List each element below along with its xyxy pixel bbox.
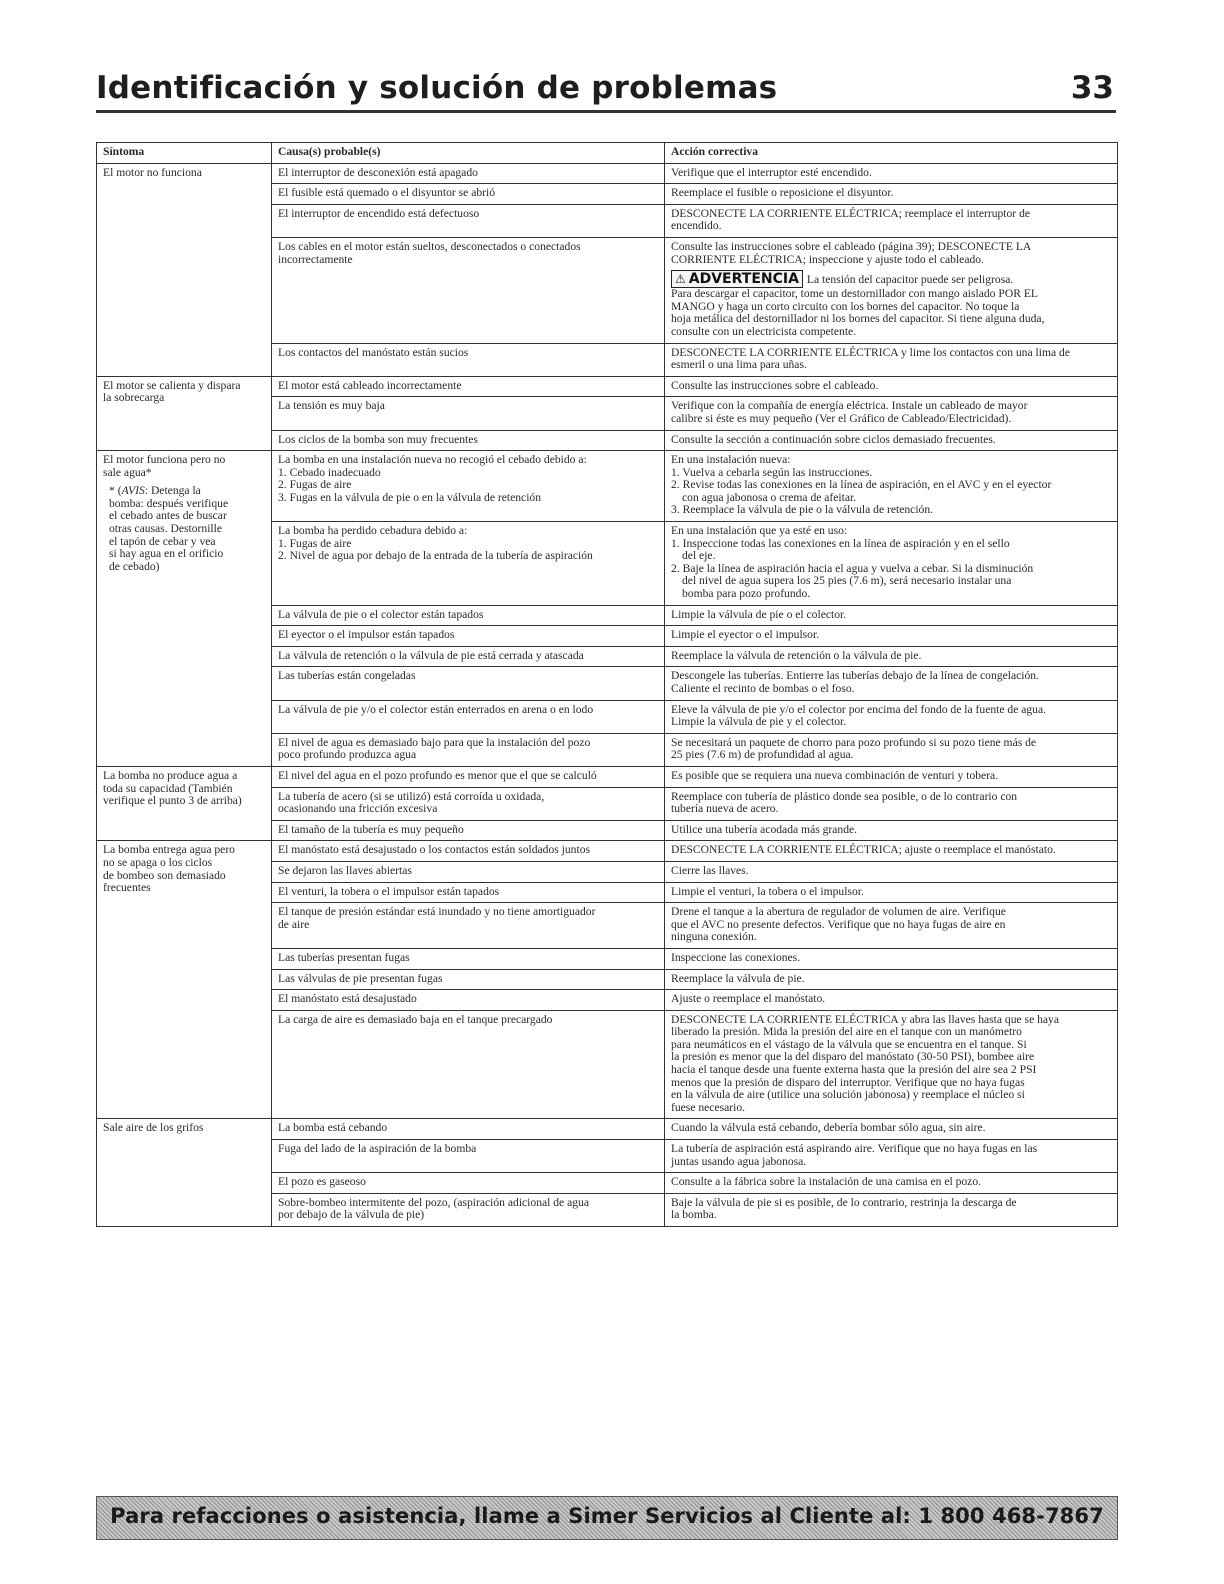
text-line: Verifique que el interruptor esté encendido.	[671, 165, 872, 179]
text-line: La bomba ha perdido cebadura debido a:	[278, 524, 468, 538]
symptom-cell	[97, 377, 272, 451]
troubleshooting-table	[96, 142, 1118, 1227]
text-line: El interruptor de desconexión está apagado	[278, 165, 478, 179]
column-header-action: Acción correctiva	[665, 143, 1117, 164]
text-line: hacia el tanque desde una fuente externa hasta que la presión del aire sea 2 PSI	[671, 1063, 1037, 1077]
text-line: 1. Fugas de aire	[278, 536, 352, 550]
text-line: El eyector o el impulsor están tapados	[278, 628, 455, 642]
text-line: Cuando la válvula está cebando, debería bombar sólo agua, sin aire.	[671, 1121, 986, 1135]
text-line: El nivel del agua en el pozo profundo es menor que el que se calculó	[278, 768, 597, 782]
action-cell	[665, 788, 1117, 821]
action-cell	[665, 990, 1117, 1011]
action-cell	[665, 701, 1117, 734]
text-line: Utilice una tubería acodada más grande.	[671, 822, 858, 836]
text-line: ninguna conexión.	[671, 930, 757, 944]
cause-cell	[272, 883, 665, 904]
text-line: La bomba está cebando	[278, 1121, 388, 1135]
text-line: frecuentes	[103, 881, 151, 895]
text-line: La tensión es muy baja	[278, 399, 385, 413]
note-line: de cebado)	[109, 559, 160, 573]
action-cell	[665, 184, 1117, 205]
table-row	[97, 1119, 1117, 1140]
text-line: Los cables en el motor están sueltos, desconectados o conectados	[278, 239, 581, 253]
cause-cell	[272, 184, 665, 205]
note-line: otras causas. Destornille	[109, 522, 223, 536]
cause-cell	[272, 377, 665, 398]
text-line: sale agua*	[103, 465, 152, 479]
note-prefix: * (	[109, 484, 122, 498]
text-line: 3. Fugas en la válvula de pie o en la válvula de retención	[278, 490, 542, 504]
action-cell	[665, 626, 1117, 647]
action-cell	[665, 1173, 1117, 1194]
text-line: en la válvula de aire (utilice una solución jabonosa) y reemplace el núcleo si	[671, 1088, 1025, 1102]
text-line: 2. Revise todas las conexiones en la línea de aspiración, en el AVC y en el eyector	[671, 478, 1052, 492]
text-line: DESCONECTE LA CORRIENTE ELÉCTRICA; reemplace el interruptor de	[671, 206, 1031, 220]
text-line: Eleve la válvula de pie y/o el colector por encima del fondo de la fuente de agua.	[671, 702, 1047, 716]
text-line: El manóstato está desajustado	[278, 992, 417, 1006]
table-row	[97, 451, 1117, 522]
action-cell	[665, 451, 1117, 522]
symptom-cell	[97, 841, 272, 1119]
cause-cell	[272, 647, 665, 668]
page-number: 33	[1070, 70, 1114, 106]
cause-cell	[272, 205, 665, 238]
text-line: 3. Reemplace la válvula de pie o la válvula de retención.	[671, 503, 934, 517]
cause-cell	[272, 903, 665, 949]
text-line: consulte con un electricista competente.	[671, 324, 857, 338]
text-line: que el AVC no presente defectos. Verifique que no haya fugas de aire en	[671, 917, 1006, 931]
action-cell	[665, 522, 1117, 606]
note-line: si hay agua en el orificio	[109, 547, 224, 561]
text-line: El fusible está quemado o el disyuntor se abrió	[278, 186, 496, 200]
cause-cell	[272, 701, 665, 734]
text-line: 1. Inspeccione todas las conexiones en la línea de aspiración y en el sello	[671, 536, 1010, 550]
text-line: El venturi, la tobera o el impulsor están tapados	[278, 884, 500, 898]
text-line: hoja metálica del destornillador ni los bornes del capacitor. Si tiene alguna duda,	[671, 312, 1045, 326]
text-line: por debajo de la válvula de pie)	[278, 1208, 425, 1222]
text-line: En una instalación que ya esté en uso:	[671, 524, 848, 538]
action-cell	[665, 862, 1117, 883]
text-line: 1. Cebado inadecuado	[278, 465, 381, 479]
text-line: La bomba entrega agua pero	[103, 843, 235, 857]
text-line: verifique el punto 3 de arriba)	[103, 794, 242, 808]
text-line: El motor funciona pero no	[103, 453, 226, 467]
symptom-cell	[97, 451, 272, 767]
text-line: Limpie el eyector o el impulsor.	[671, 628, 820, 642]
action-cell	[665, 431, 1117, 452]
cause-cell	[272, 238, 665, 344]
text-line: El tamaño de la tubería es muy pequeño	[278, 822, 464, 836]
text-line: MANGO y haga un corto circuito con los bornes del capacitor. No toque la	[671, 299, 1020, 313]
action-cell	[665, 949, 1117, 970]
text-line: La bomba en una instalación nueva no recogió el cebado debido a:	[278, 453, 587, 467]
text-line: Ajuste o reemplace el manóstato.	[671, 992, 826, 1006]
warning-icon: ⚠	[675, 272, 686, 287]
action-cell	[665, 344, 1117, 377]
table-body	[97, 164, 1117, 1226]
cause-cell	[272, 970, 665, 991]
text-line: La carga de aire es demasiado baja en el tanque precargado	[278, 1012, 553, 1026]
action-cell	[665, 377, 1117, 398]
action-cell	[665, 1119, 1117, 1140]
action-cell	[665, 903, 1117, 949]
text-line: La válvula de retención o la válvula de pie está cerrada y atascada	[278, 648, 584, 662]
text-line: Se dejaron las llaves abiertas	[278, 863, 412, 877]
cause-cell	[272, 734, 665, 767]
text-line: 1. Vuelva a cebarla según las instrucciones.	[671, 465, 873, 479]
text-line: Consulte a la fábrica sobre la instalación de una camisa en el pozo.	[671, 1175, 982, 1189]
action-cell	[665, 667, 1117, 700]
text-line: Las tuberías están congeladas	[278, 669, 416, 683]
action-cell	[665, 883, 1117, 904]
action-cell	[665, 734, 1117, 767]
cause-cell	[272, 1173, 665, 1194]
text-line: Limpie la válvula de pie o el colector.	[671, 607, 847, 621]
cause-cell	[272, 841, 665, 862]
text-line: Las tuberías presentan fugas	[278, 950, 410, 964]
text-line: encendido.	[671, 219, 722, 233]
text-line: del nivel de agua supera los 25 pies (7.6 m), será necesario instalar una	[682, 574, 1012, 588]
text-line: El interruptor de encendido está defectuoso	[278, 206, 480, 220]
action-cell	[665, 164, 1117, 185]
text-line: no se apaga o los ciclos	[103, 855, 213, 869]
text-line: la sobrecarga	[103, 391, 165, 405]
text-line: Reemplace con tubería de plástico donde sea posible, o de lo contrario con	[671, 789, 1018, 803]
text-line: El motor está cableado incorrectamente	[278, 378, 462, 392]
text-line: DESCONECTE LA CORRIENTE ELÉCTRICA y abra las llaves hasta que se haya	[671, 1012, 1059, 1026]
cause-cell	[272, 1119, 665, 1140]
table-row	[97, 164, 1117, 185]
table-row	[97, 841, 1117, 862]
action-cell	[665, 1140, 1117, 1173]
warning-label: ADVERTENCIA	[688, 271, 799, 288]
text-line: Las válvulas de pie presentan fugas	[278, 971, 443, 985]
text-line: Para descargar el capacitor, tome un destornillador con mango aislado POR EL	[671, 287, 1038, 301]
cause-cell	[272, 1194, 665, 1226]
action-cell	[665, 238, 1117, 344]
text-line: Cierre las llaves.	[671, 863, 749, 877]
footer-banner	[96, 1496, 1118, 1540]
text-line: de aire	[278, 917, 310, 931]
action-cell	[665, 767, 1117, 788]
symptom-note: * (AVIS: Detenga la bomba: después verifique el cebado antes de buscar otras causas. Destornille el tapón de cebar y vea si hay agua en el orificio de cebado)	[109, 484, 229, 573]
column-header-symptom: Síntoma	[97, 143, 272, 164]
text-line: La tubería de aspiración está aspirando aire. Verifique que no haya fugas en las	[671, 1142, 1038, 1156]
text-line: 2. Fugas de aire	[278, 478, 352, 492]
cause-cell	[272, 431, 665, 452]
text-line: la bomba.	[671, 1208, 717, 1222]
text-line: La válvula de pie o el colector están tapados	[278, 607, 484, 621]
text-line: Los contactos del manóstato están sucios	[278, 345, 469, 359]
text-line: Se necesitará un paquete de chorro para pozo profundo si su pozo tiene más de	[671, 735, 1037, 749]
symptom-cell	[97, 767, 272, 841]
cause-cell	[272, 626, 665, 647]
cause-cell	[272, 821, 665, 842]
text-line: esmeril o una lima para uñas.	[671, 358, 807, 372]
text-line: DESCONECTE LA CORRIENTE ELÉCTRICA; ajuste o reemplace el manóstato.	[671, 843, 1056, 857]
note-line: el cebado antes de buscar	[109, 509, 227, 523]
text-line: La válvula de pie y/o el colector están enterrados en arena o en lodo	[278, 702, 594, 716]
cause-cell	[272, 451, 665, 522]
note-line: Detenga la	[150, 484, 201, 498]
text-line: Inspeccione las conexiones.	[671, 950, 801, 964]
text-line: Consulte las instrucciones sobre el cableado (página 39); DESCONECTE LA	[671, 239, 1032, 253]
symptom-cell	[97, 1119, 272, 1226]
text-line: Verifique con la compañía de energía eléctrica. Instale un cableado de mayor	[671, 399, 1028, 413]
text-line: juntas usando agua jabonosa.	[671, 1154, 807, 1168]
text-line: menos que la presión de disparo del interruptor. Verifique que no haya fugas	[671, 1075, 1025, 1089]
text-line: 25 pies (7.6 m) de profundidad al agua.	[671, 748, 854, 762]
cause-cell	[272, 1140, 665, 1173]
table-header-row	[97, 143, 1117, 164]
note-line: el tapón de cebar y vea	[109, 534, 216, 548]
action-cell	[665, 647, 1117, 668]
text-line: Consulte las instrucciones sobre el cableado.	[671, 378, 879, 392]
text-line: El tanque de presión estándar está inundado y no tiene amortiguador	[278, 905, 596, 919]
action-cell	[665, 397, 1117, 430]
note-line: bomba: después verifique	[109, 496, 229, 510]
text-line: poco profundo produzca agua	[278, 748, 417, 762]
text-line: Caliente el recinto de bombas o el foso.	[671, 682, 855, 695]
cause-cell	[272, 164, 665, 185]
cause-cell	[272, 606, 665, 627]
text-line: Consulte la sección a continuación sobre ciclos demasiado frecuentes.	[671, 432, 996, 446]
note-italic: AVIS	[121, 484, 145, 498]
text-line: Limpie el venturi, la tobera o el impulsor.	[671, 884, 864, 898]
text-line: Limpie la válvula de pie y el colector.	[671, 715, 847, 729]
text-line: liberado la presión. Mida la presión del aire en el tanque con un manómetro	[671, 1025, 1022, 1039]
action-cell	[665, 205, 1117, 238]
text-line: El manóstato está desajustado o los contactos están soldados juntos	[278, 843, 591, 857]
cause-cell	[272, 862, 665, 883]
action-cell	[665, 970, 1117, 991]
cause-cell	[272, 344, 665, 377]
text-line: toda su capacidad (También	[103, 781, 233, 795]
warning-block	[671, 270, 1112, 288]
text-line: El motor no funciona	[103, 165, 202, 179]
symptom-cell	[97, 164, 272, 377]
cause-cell	[272, 990, 665, 1011]
text-line: 2. Baje la línea de aspiración hacia el agua y vuelva a cebar. Si la disminución	[671, 561, 1034, 575]
text-line: El motor se calienta y dispara	[103, 378, 241, 392]
action-cell	[665, 841, 1117, 862]
cause-cell	[272, 1011, 665, 1120]
action-cell	[665, 606, 1117, 627]
table-row	[97, 377, 1117, 398]
text-line: DESCONECTE LA CORRIENTE ELÉCTRICA y lime los contactos con una lima de	[671, 345, 1070, 359]
text-line: Drene el tanque a la abertura de regulador de volumen de aire. Verifique	[671, 905, 1006, 919]
footer-text: Para refacciones o asistencia, llame a Simer Servicios al Cliente al: 1 800 468-7867	[110, 1504, 1104, 1528]
action-cell	[665, 1011, 1117, 1120]
text-line: incorrectamente	[278, 252, 353, 266]
text-line: de bombeo son demasiado	[103, 868, 226, 882]
text-line: ocasionando una fricción excesiva	[278, 802, 438, 816]
text-line: Descongele las tuberías. Entierre las tuberías debajo de la línea de congelación.	[671, 669, 1039, 683]
text-line: la presión es menor que la del disparo del manóstato (30-50 PSI), bombee aire	[671, 1050, 1035, 1064]
text-line: con agua jabonosa o crema de afeitar.	[682, 490, 857, 504]
cause-cell	[272, 949, 665, 970]
text-line: calibre si éste es muy pequeño (Ver el Gráfico de Cableado/Electricidad).	[671, 411, 1012, 425]
cause-cell	[272, 788, 665, 821]
text-line: La bomba no produce agua a	[103, 768, 238, 782]
text-line: Los ciclos de la bomba son muy frecuentes	[278, 432, 478, 446]
text-line: Reemplace el fusible o reposicione el disyuntor.	[671, 186, 894, 200]
warning-first-line: La tensión del capacitor puede ser peligrosa.	[806, 273, 1014, 287]
text-line: El pozo es gaseoso	[278, 1175, 366, 1189]
page-title: Identificación y solución de problemas	[96, 70, 778, 106]
cause-cell	[272, 397, 665, 430]
action-cell	[665, 821, 1117, 842]
text-line: 2. Nivel de agua por debajo de la entrada de la tubería de aspiración	[278, 549, 593, 563]
text-line: del eje.	[682, 549, 716, 563]
text-line: tubería nueva de acero.	[671, 802, 779, 816]
text-line: Fuga del lado de la aspiración de la bomba	[278, 1142, 477, 1156]
text-line: fuese necesario.	[671, 1100, 746, 1114]
table-row	[97, 767, 1117, 788]
text-line: Es posible que se requiera una nueva combinación de venturi y tobera.	[671, 768, 999, 782]
text-line: Baje la válvula de pie si es posible, de lo contrario, restrinja la descarga de	[671, 1195, 1017, 1209]
text-line: bomba para pozo profundo.	[682, 587, 811, 601]
column-header-cause: Causa(s) probable(s)	[272, 143, 665, 164]
cause-cell	[272, 522, 665, 606]
text-line: para neumáticos en el vástago de la válvula que se encuentra en el tanque. Si	[671, 1037, 1027, 1051]
text-line: La tubería de acero (si se utilizó) está corroída u oxidada,	[278, 789, 545, 803]
text-line: Sobre-bombeo intermitente del pozo, (aspiración adicional de agua	[278, 1195, 589, 1209]
text-line: El nivel de agua es demasiado bajo para que la instalación del pozo	[278, 735, 591, 749]
text-line: En una instalación nueva:	[671, 453, 791, 467]
page-header	[96, 66, 1116, 113]
text-line: CORRIENTE ELÉCTRICA; inspeccione y ajuste todo el cableado.	[671, 252, 984, 266]
text-line: Sale aire de los grifos	[103, 1121, 204, 1135]
warning-badge	[671, 270, 803, 288]
cause-cell	[272, 667, 665, 700]
text-line: Reemplace la válvula de pie.	[671, 971, 805, 985]
action-cell	[665, 1194, 1117, 1226]
cause-cell	[272, 767, 665, 788]
text-line: Reemplace la válvula de retención o la válvula de pie.	[671, 648, 922, 662]
